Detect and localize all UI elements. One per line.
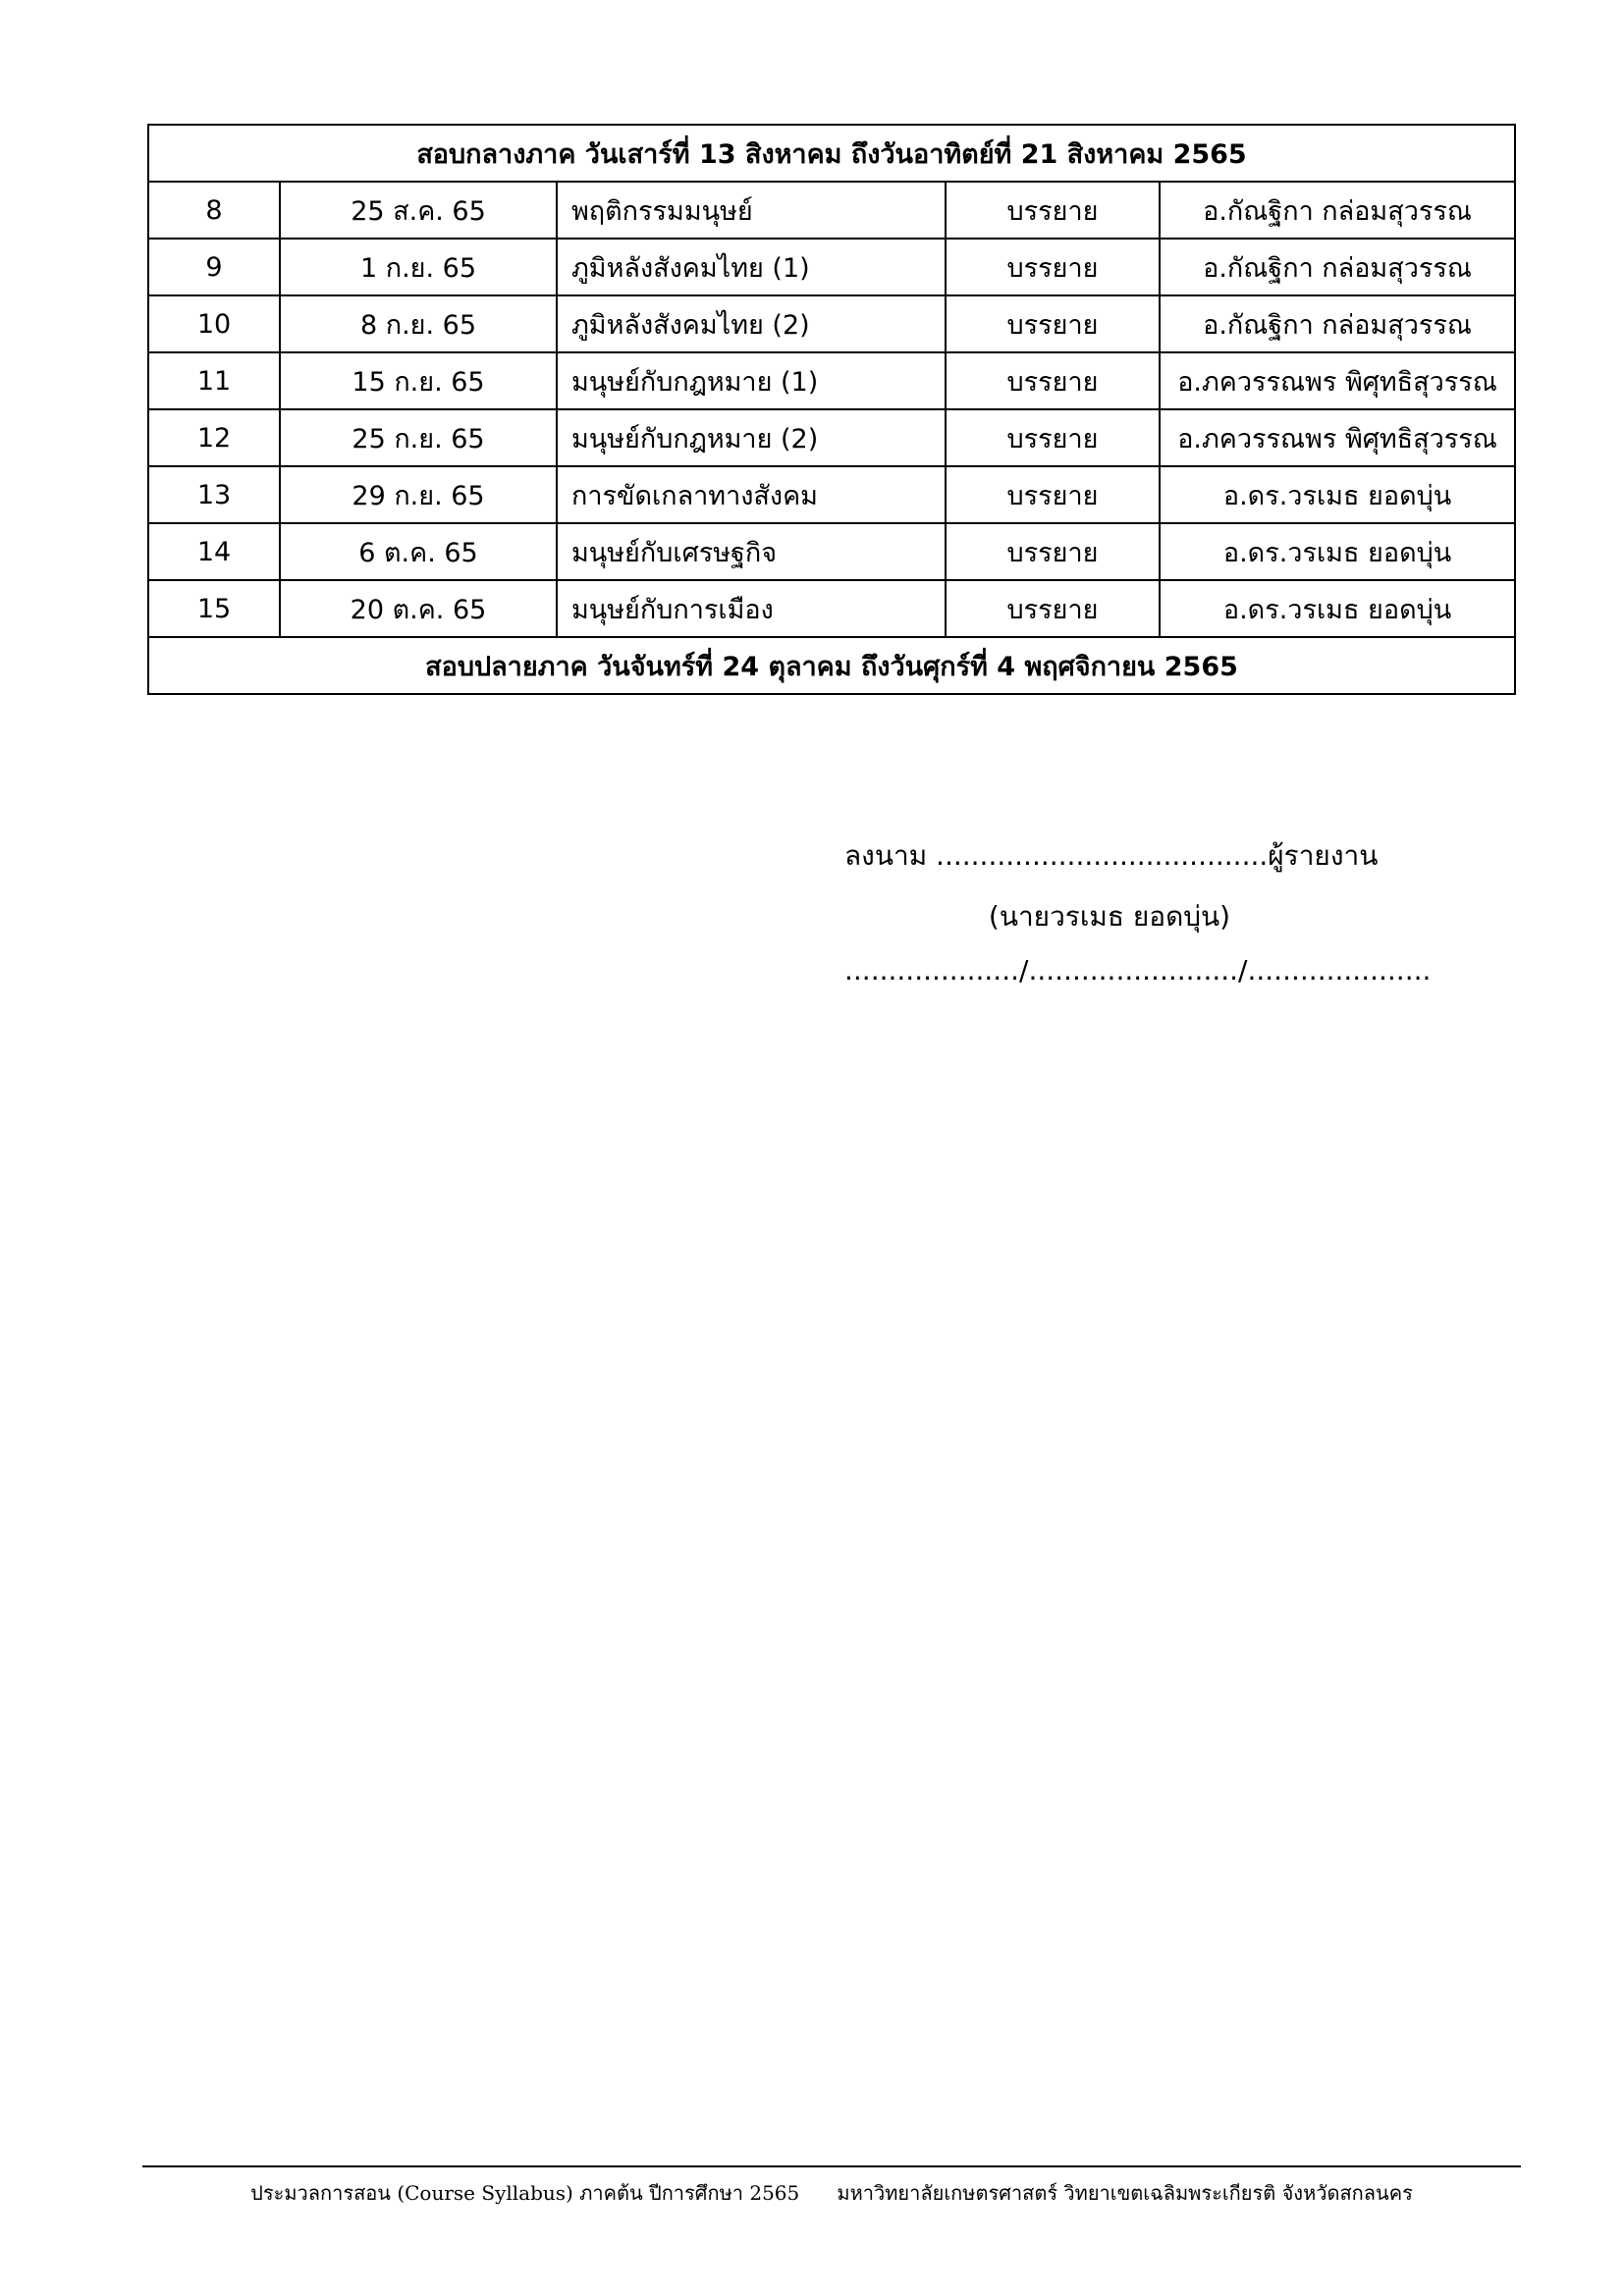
method-cell: บรรยาย: [946, 523, 1160, 580]
topic-cell: มนุษย์กับเศรษฐกิจ: [557, 523, 946, 580]
topic-cell: การขัดเกลาทางสังคม: [557, 466, 946, 523]
table-row: [148, 352, 1515, 409]
midterm-exam-row: [148, 125, 1515, 182]
signature-date: ..................../......................../.....................: [844, 954, 1432, 987]
date-cell: 20 ต.ค. 65: [280, 580, 557, 637]
topic-cell: ภูมิหลังสังคมไทย (1): [557, 239, 946, 295]
method-cell: บรรยาย: [946, 580, 1160, 637]
topic-cell: พฤติกรรมมนุษย์: [557, 182, 946, 239]
table-row: [148, 466, 1515, 523]
method-cell: บรรยาย: [946, 239, 1160, 295]
date-cell: 25 ส.ค. 65: [280, 182, 557, 239]
method-cell: บรรยาย: [946, 295, 1160, 352]
week-cell: 9: [148, 239, 280, 295]
signer-name: (นายวรเมธ ยอดบุ่น): [988, 900, 1231, 933]
instructor-cell: อ.กัณฐิกา กล่อมสุวรรณ: [1160, 239, 1515, 295]
instructor-cell: อ.ดร.วรเมธ ยอดบุ่น: [1160, 580, 1515, 637]
week-cell: 15: [148, 580, 280, 637]
table-row: [148, 239, 1515, 295]
instructor-cell: อ.ดร.วรเมธ ยอดบุ่น: [1160, 466, 1515, 523]
midterm-exam-text: สอบกลางภาค วันเสาร์ที่ 13 สิงหาคม ถึงวันอาทิตย์ที่ 21 สิงหาคม 2565: [148, 125, 1515, 182]
instructor-cell: อ.กัณฐิกา กล่อมสุวรรณ: [1160, 295, 1515, 352]
topic-cell: มนุษย์กับกฎหมาย (1): [557, 352, 946, 409]
page-footer: ประมวลการสอน (Course Syllabus) ภาคต้น ปีการศึกษา 2565 มหาวิทยาลัยเกษตรศาสตร์ วิทยาเขตเฉลิมพระเกียรติ จังหวัดสกลนคร: [250, 2181, 1413, 2205]
date-cell: 29 ก.ย. 65: [280, 466, 557, 523]
week-cell: 10: [148, 295, 280, 352]
week-cell: 11: [148, 352, 280, 409]
table-row: [148, 523, 1515, 580]
signature-line: ลงนาม ......................................ผู้รายงาน: [844, 839, 1379, 872]
method-cell: บรรยาย: [946, 466, 1160, 523]
final-exam-row: [148, 637, 1515, 694]
topic-cell: ภูมิหลังสังคมไทย (2): [557, 295, 946, 352]
topic-cell: มนุษย์กับกฎหมาย (2): [557, 409, 946, 466]
date-cell: 6 ต.ค. 65: [280, 523, 557, 580]
final-exam-text: สอบปลายภาค วันจันทร์ที่ 24 ตุลาคม ถึงวันศุกร์ที่ 4 พฤศจิกายน 2565: [148, 637, 1515, 694]
table-row: [148, 182, 1515, 239]
method-cell: บรรยาย: [946, 182, 1160, 239]
week-cell: 12: [148, 409, 280, 466]
table-row: [148, 409, 1515, 466]
date-cell: 25 ก.ย. 65: [280, 409, 557, 466]
week-cell: 8: [148, 182, 280, 239]
date-cell: 15 ก.ย. 65: [280, 352, 557, 409]
footer-divider: [142, 2165, 1521, 2167]
date-cell: 8 ก.ย. 65: [280, 295, 557, 352]
schedule-table: [147, 124, 1516, 695]
week-cell: 14: [148, 523, 280, 580]
date-cell: 1 ก.ย. 65: [280, 239, 557, 295]
table-row: [148, 580, 1515, 637]
instructor-cell: อ.ดร.วรเมธ ยอดบุ่น: [1160, 523, 1515, 580]
topic-cell: มนุษย์กับการเมือง: [557, 580, 946, 637]
table-row: [148, 295, 1515, 352]
method-cell: บรรยาย: [946, 352, 1160, 409]
week-cell: 13: [148, 466, 280, 523]
instructor-cell: อ.ภควรรณพร พิศุทธิสุวรรณ: [1160, 352, 1515, 409]
instructor-cell: อ.ภควรรณพร พิศุทธิสุวรรณ: [1160, 409, 1515, 466]
instructor-cell: อ.กัณฐิกา กล่อมสุวรรณ: [1160, 182, 1515, 239]
method-cell: บรรยาย: [946, 409, 1160, 466]
